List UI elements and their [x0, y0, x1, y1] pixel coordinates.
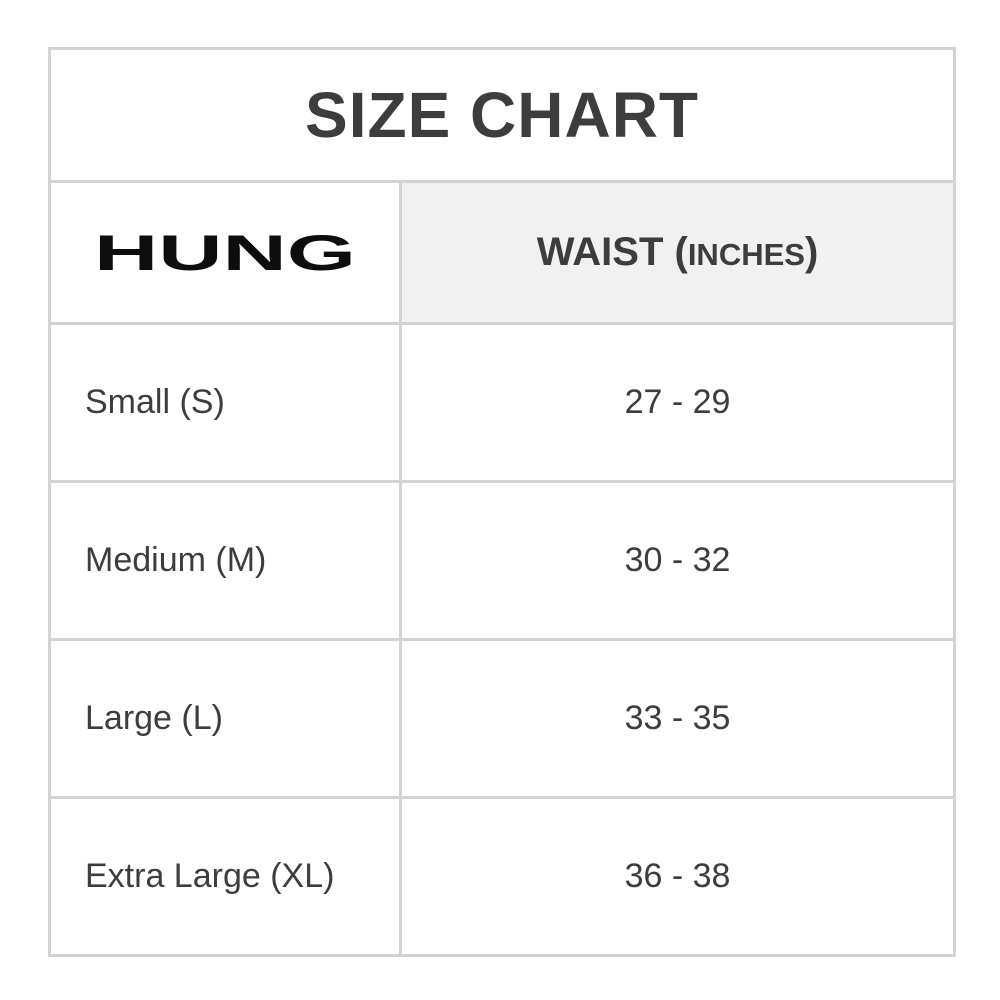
size-label: Extra Large (XL)	[50, 798, 401, 956]
size-label: Small (S)	[50, 324, 401, 482]
brand-logo-cell	[50, 182, 401, 324]
table-row-large	[50, 640, 955, 798]
size-chart-container	[48, 47, 956, 957]
size-chart-table	[48, 47, 956, 957]
title-row	[50, 49, 955, 182]
waist-value: 36 - 38	[401, 798, 955, 956]
table-row-small	[50, 324, 955, 482]
waist-header-main: WAIST (	[536, 230, 688, 274]
table-row-extra-large	[50, 798, 955, 956]
brand-logo-text: HUNG	[94, 224, 356, 281]
brand-logo	[85, 224, 365, 282]
table-row-medium	[50, 482, 955, 640]
chart-title: SIZE CHART	[50, 49, 955, 182]
waist-column-header	[401, 182, 955, 324]
waist-value: 33 - 35	[401, 640, 955, 798]
waist-header-close-paren: )	[804, 230, 819, 274]
size-label: Medium (M)	[50, 482, 401, 640]
header-row	[50, 182, 955, 324]
waist-value: 30 - 32	[401, 482, 955, 640]
waist-value: 27 - 29	[401, 324, 955, 482]
waist-header-unit: INCHES	[687, 237, 805, 272]
size-label: Large (L)	[50, 640, 401, 798]
